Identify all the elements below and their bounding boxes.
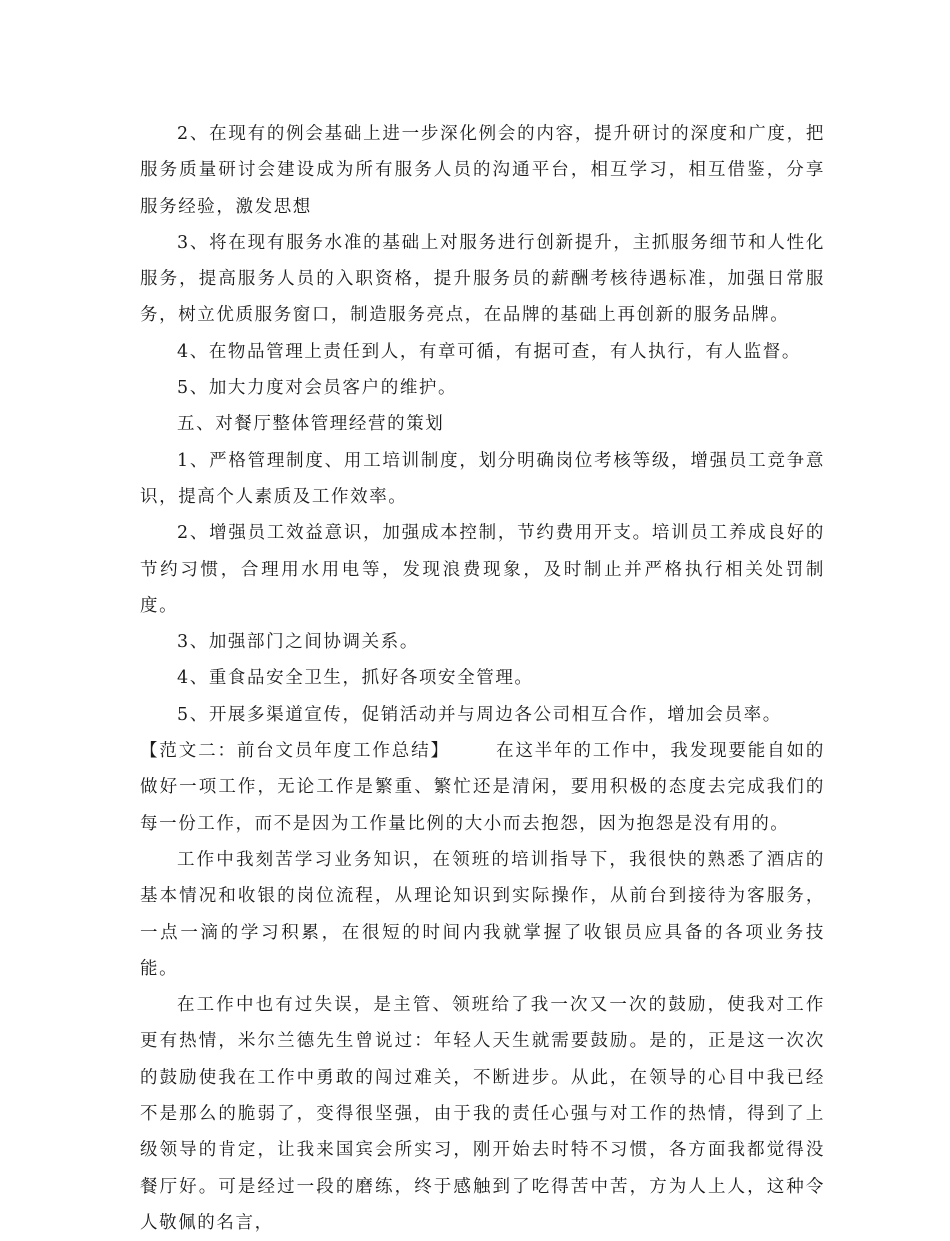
sample-two-paragraph — [140, 733, 825, 842]
paragraph: 4、在物品管理上责任到人，有章可循，有据可查，有人执行，有人监督。 — [177, 341, 801, 362]
document-body — [140, 116, 825, 1241]
paragraph: 2、在现有的例会基础上进一步深化例会的内容，提升研讨的深度和广度，把服务质量研讨会建设成为所有服务人员的沟通平台，相互学习，相互借鉴，分享服务经验，激发思想 — [140, 124, 825, 217]
paragraph: 3、加强部门之间协调关系。 — [177, 632, 419, 653]
paragraph: 4、重食品安全卫生，抓好各项安全管理。 — [177, 668, 534, 689]
sample-two-intro: 在这半年的工作中，我发现要能自如的做好一项工作，无论工作是繁重、繁忙还是清闲，要用积极的态度去完成我们的每一份工作，而不是因为工作量比例的大小而去抱怨，因为抱怨是没有用的。 — [140, 741, 825, 834]
paragraph: 2、增强员工效益意识，加强成本控制，节约费用开支。培训员工养成良好的节约习惯，合理用水用电等，发现浪费现象，及时制止并严格执行相关处罚制度。 — [140, 523, 825, 616]
sample-two-heading: 【范文二：前台文员年度工作总结】 — [140, 741, 450, 762]
paragraph: 5、开展多渠道宣传，促销活动并与周边各公司相互合作，增加会员率。 — [177, 704, 782, 725]
paragraph: 工作中我刻苦学习业务知识，在领班的培训指导下，我很快的熟悉了酒店的基本情况和收银的岗位流程，从理论知识到实际操作，从前台到接待为客服务，一点一滴的学习积累，在很短的时间内我就掌握了收银员应具备的各项业务技能。 — [140, 849, 825, 979]
section-heading-five: 五、对餐厅整体管理经营的策划 — [177, 414, 445, 435]
paragraph: 3、将在现有服务水准的基础上对服务进行创新提升，主抓服务细节和人性化服务，提高服务人员的入职资格，提升服务员的薪酬考核待遇标准，加强日常服务，树立优质服务窗口，制造服务亮点，在品牌的基础上再创新的服务品牌。 — [140, 232, 825, 326]
paragraph: 5、加大力度对会员客户的维护。 — [177, 378, 458, 399]
paragraph: 在工作中也有过失误，是主管、领班给了我一次又一次的鼓励，使我对工作更有热情，米尔兰德先生曾说过：年轻人天生就需要鼓励。是的，正是这一次次的鼓励使我在工作中勇敢的闯过难关，不断进步。从此，在领导的心目中我已经不是那么的脆弱了，变得很坚强，由于我的责任心强与对工作的热情，得到了上级领导的肯定，让我来国宾会所实习，刚开始去时特不习惯，各方面我都觉得没餐厅好。可是经过一段的磨练，终于感触到了吃得苦中苦，方为人上人，这种令人敬佩的名言， — [140, 995, 825, 1233]
paragraph: 1、严格管理制度、用工培训制度，划分明确岗位考核等级，增强员工竞争意识，提高个人素质及工作效率。 — [140, 450, 825, 507]
